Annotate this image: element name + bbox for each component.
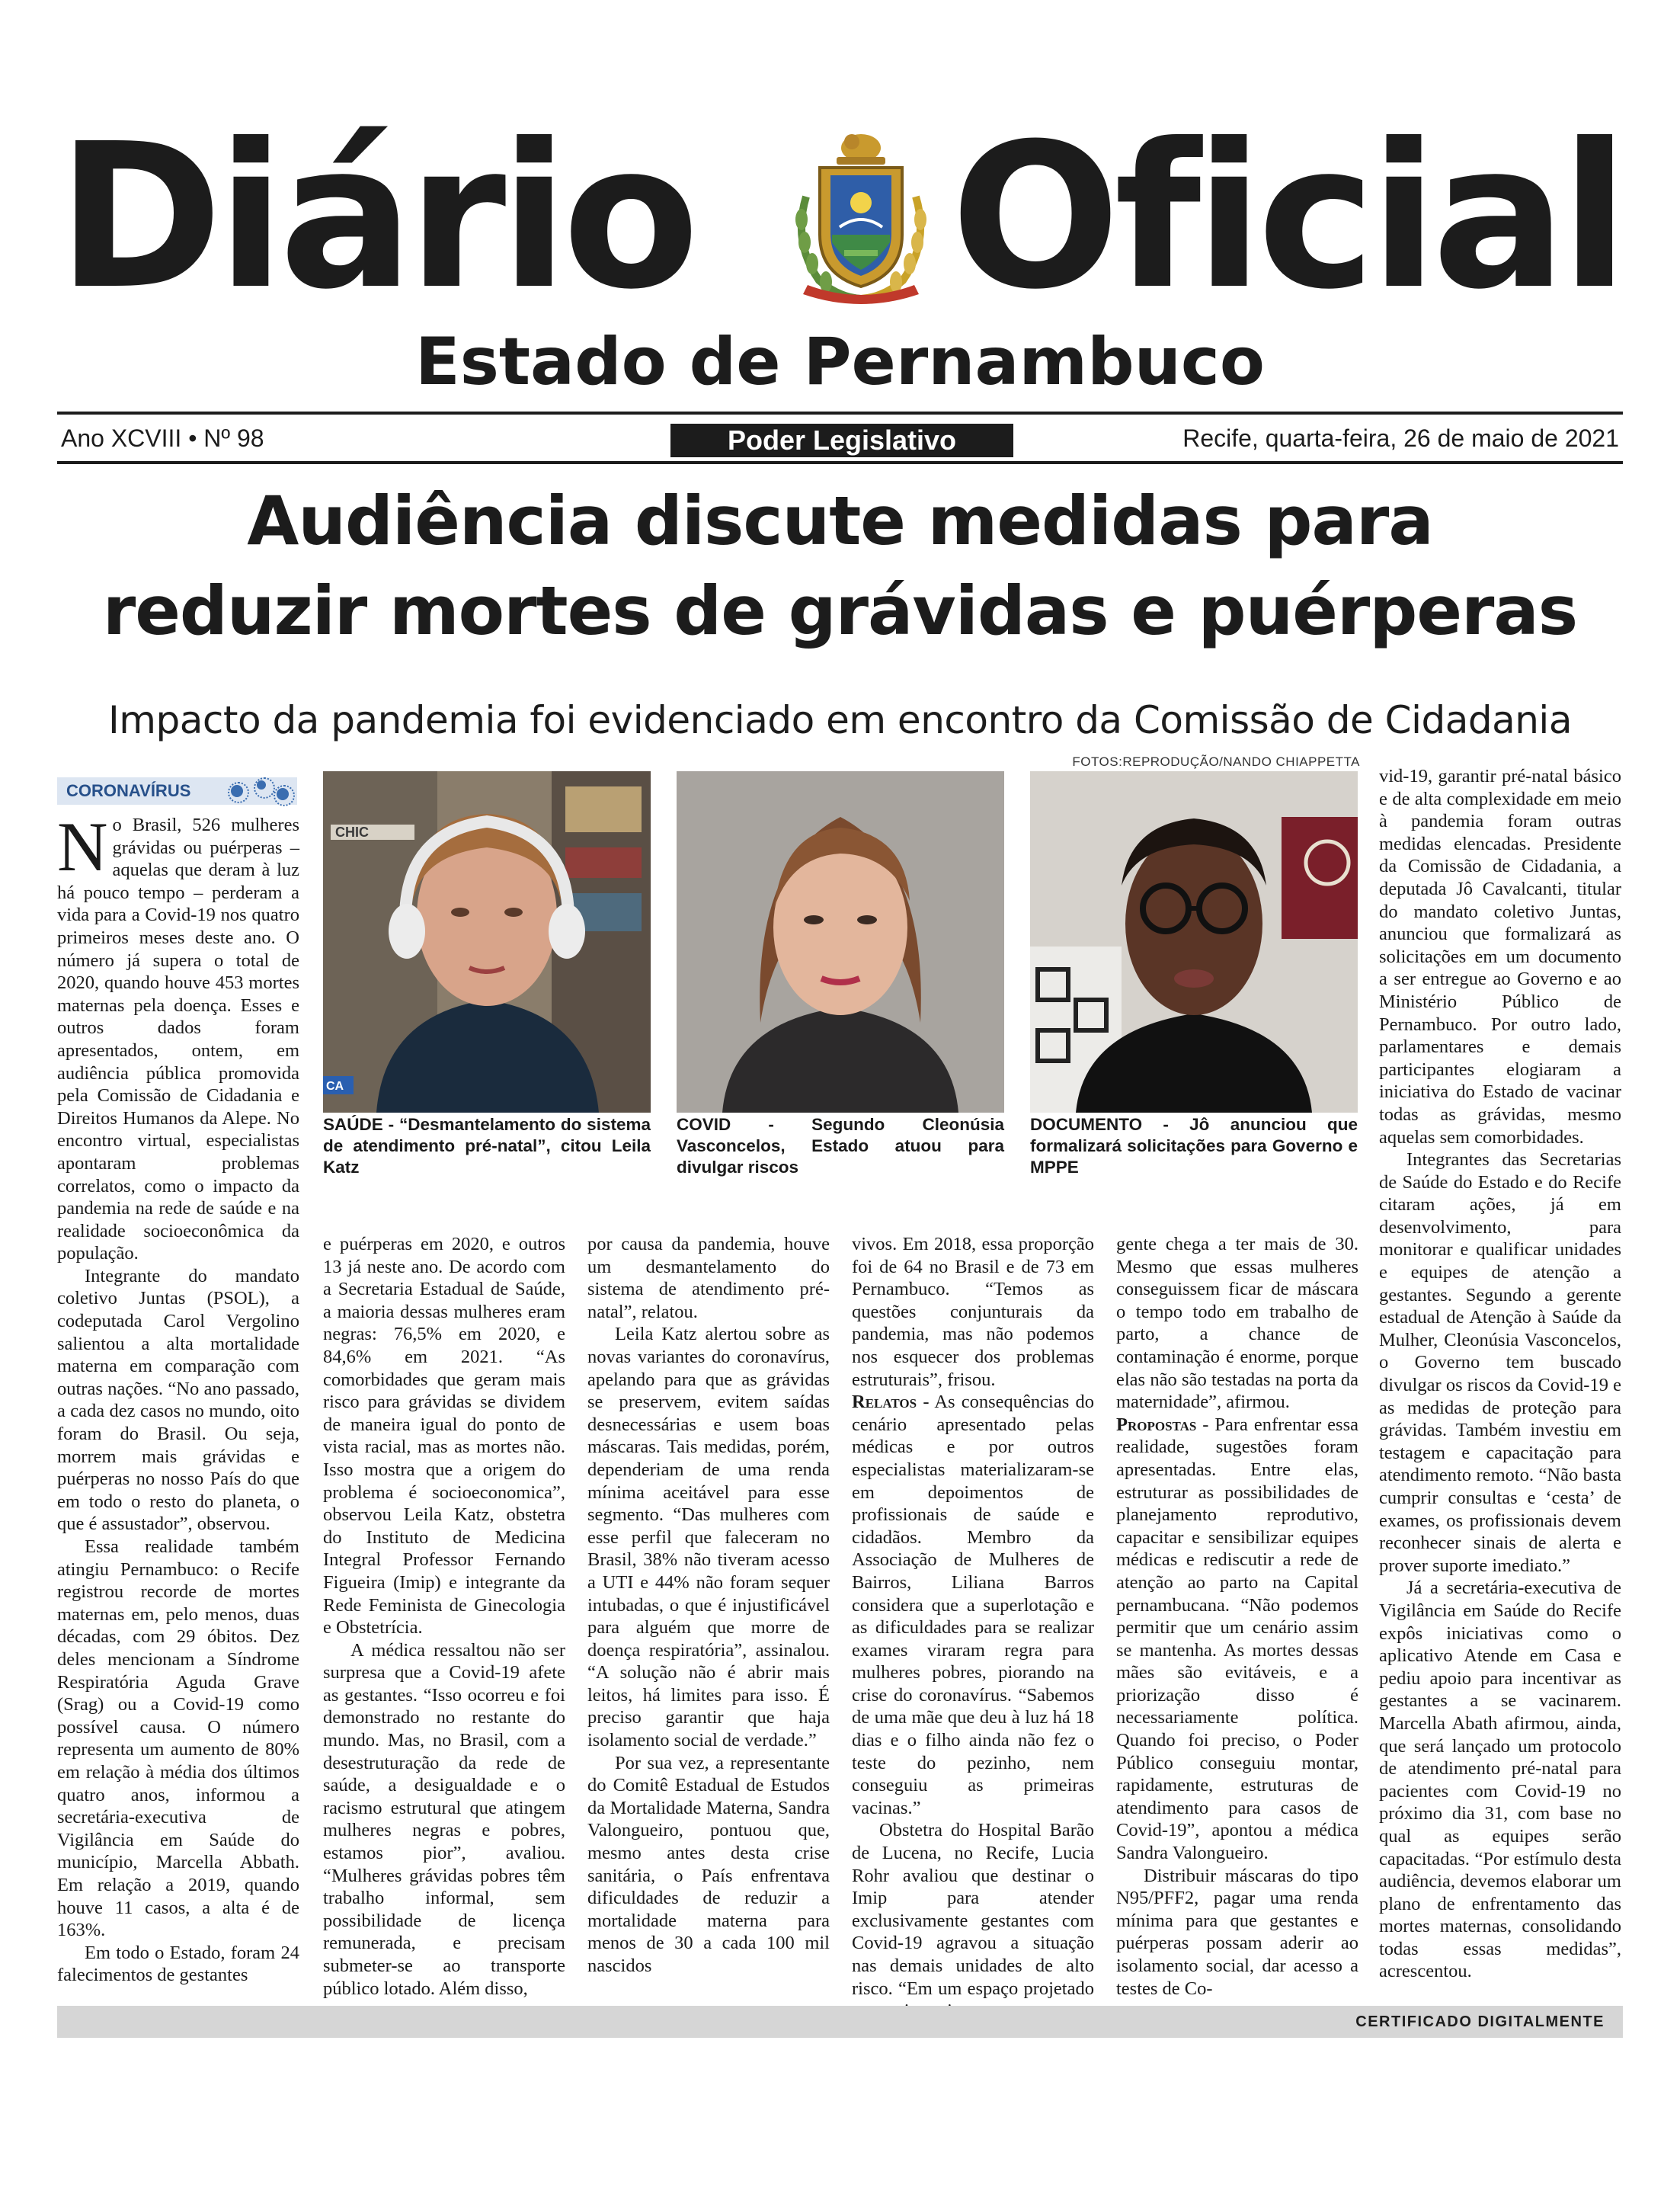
- section-label: Poder Legislativo: [670, 424, 1013, 457]
- masthead-word-diario: Diário: [57, 101, 694, 333]
- article-paragraph: [852, 1391, 1094, 1819]
- section-tag-label: CORONAVÍRUS: [66, 781, 191, 800]
- article-paragraph: Leila Katz alertou sobre as novas variantes do coronavírus, apelando para que as grávidas se preservem, evitem saídas desnecessárias e usem boas máscaras. Tais medidas, porém, dependeriam de uma renda mínima aceitável para esse segmento. “Das mulheres com esse perfil que faleceram no Brasil, 38% não tiveram acesso a UTI e 44% não foram sequer intubadas, o que é injustificável para alguém que morre de doença respiratória”, assinalou. “A solução não é abrir mais leitos, há limites para isso. É preciso garantir que haja isolamento social de verdade.”: [587, 1324, 830, 1751]
- article-paragraph: Integrante do mandato coletivo Juntas (PSOL), a codeputada Carol Vergolino salientou a alta mortalidade materna em comparação com outras nações. “No ano passado, a cada dez casos no mundo, oito foram do Brasil. Ou seja, morrem mais grávidas e puérperas no nosso País do que em todo o resto do planeta, o que é assustador”, observou.: [57, 1265, 299, 1535]
- article-paragraph: o Brasil, 526 mulheres grávidas ou puérperas – aquelas que deram à luz há pouco tempo – perderam a vida para a Covid-19 nos quatro primeiros meses deste ano. O número já supera o total de 2020, quando houve 453 mortes maternas pela doença. Esses e outros dados foram apresentados, ontem, em audiência pública promovida pela Comissão de Cidadania e Direitos Humanos da Alepe. No encontro virtual, especialistas apontaram problemas correlatos, como o impacto da pandemia na rede de saúde e na realidade socioeconômica da população.: [57, 815, 299, 1264]
- photo-cleonusia-vasconcelos: [677, 771, 1004, 1113]
- article-paragraph: Em todo o Estado, foram 24 falecimentos de gestantes: [57, 1942, 299, 1986]
- photo-jo-cavalcanti: [1030, 771, 1358, 1113]
- masthead-rule-bottom: [57, 461, 1623, 464]
- article-paragraph: Integrantes das Secretarias de Saúde do Estado e do Recife citaram ações, já em desenvolvimento, para monitorar e qualificar unidades e equipes de atenção a gestantes. Segundo a gerente estadual de Atenção à Saúde da Mulher, Cleonúsia Vasconcelos, o Governo tem buscado divulgar os riscos da Covid-19 e as medidas de proteção para grávidas. Também investiu em testagem e capacitação para atendimento remoto. “Não basta cumprir consultas e ‘cesta’ de exames, os profissionais devem reconhecer sinais de alerta e prover suporte imediato.”: [1379, 1149, 1621, 1576]
- photo-caption-3: DOCUMENTO - Jô anunciou que formalizará solicitações para Governo e MPPE: [1030, 1115, 1358, 1177]
- headline: [46, 476, 1634, 656]
- article-paragraph: [1116, 1414, 1358, 1865]
- article-column-3: [587, 1233, 830, 1999]
- article-paragraph: Distribuir máscaras do tipo N95/PFF2, pagar uma renda mínima para que gestantes e puérperas possam aderir ao isolamento social, dar acesso a testes de Co-: [1116, 1865, 1358, 1999]
- article-paragraph: Obstetra do Hospital Barão de Lucena, no Recife, Lucia Rohr avaliou que destinar o Imip para atender exclusivamente gestantes com Covid-19 agravou a situação nas demais unidades de alto risco. “Em um espaço projetado: [852, 1820, 1094, 1999]
- article-paragraph: vivos. Em 2018, essa proporção foi de 64 no Brasil e de 73 em Pernambuco. “Temos as questões conjunturais da pandemia, mas não podemos nos esquecer dos problemas estruturais”, frisou.: [852, 1234, 1094, 1390]
- background-sign-text: CHIC: [335, 825, 369, 840]
- headline-line-2: reduzir mortes de grávidas e puérperas: [102, 572, 1578, 650]
- article-paragraph: A médica ressaltou não ser surpresa que a Covid-19 afete as gestantes. “Isso ocorreu e foi demonstrado no restante do mundo. Mas, no Brasil, com a desestruturação da rede de saúde, a desigualdade e o racismo estrutural que atingem mulheres negras e pobres, estamos pior”, avaliou. “Mulheres grávidas pobres têm trabalho informal, sem possibilidade de licença remunerada, e precisam submeter-se ao transporte público lotado. Além disso,: [323, 1639, 565, 1999]
- article-paragraph-text: - Para enfrentar essa realidade, sugestões foram apresentadas. Entre elas, estruturar as possibilidades de planejamento reprodutivo, capacitar e sensibilizar equipes médicas e rediscutir a rede de atenção ao parto na Capital pernambucana. “Não podemos permitir que um cenário assim se mantenha. As mortes dessas mães são evitáveis, e a priorização disso é necessariamente política. Quando foi preciso, o Poder Público conseguiu montar, rapidamente, estruturas de atendimento para casos de Covid-19”, apontou a médica Sandra Valongueiro.: [1116, 1414, 1358, 1864]
- article-paragraph: e puérperas em 2020, e outros 13 já neste ano. De acordo com a Secretaria Estadual de Saúde, a maioria dessas mulheres eram negras: 76,5% em 2020, e 84,6% em 2021. “As comorbidades que geram mais risco para grávidas se dividem de maneira igual do ponto de vista racial, mas as mortes não. Isso mostra que a origem do problema é socioeconomica”, observou Leila Katz, obstetra do Instituto de Medicina Integral Professor Fernando Figueira (Imip) e integrante da Rede Feminista de Ginecologia e Obstetrícia.: [323, 1234, 565, 1638]
- article-column-1: [57, 808, 299, 1999]
- headline-line-1: Audiência discute medidas para: [247, 482, 1433, 560]
- virus-icon: [277, 788, 289, 800]
- pernambuco-coat-of-arms-icon: [785, 128, 937, 303]
- article-column-2: [323, 1233, 565, 1999]
- subsection-lead-relatos: Relatos: [852, 1392, 917, 1413]
- article-column-5: [1116, 1233, 1358, 1999]
- masthead-subtitle: Estado de Pernambuco: [415, 324, 1265, 400]
- photo-caption-2: COVID - Segundo Cleonúsia Vasconcelos, Estado atuou para divulgar riscos: [677, 1115, 1004, 1177]
- virus-icon: [257, 780, 266, 790]
- article-column-6: [1379, 765, 1621, 1999]
- footer-bar: [57, 2006, 1623, 2038]
- article-paragraph: gente chega a ter mais de 30. Mesmo que essas mulheres conseguissem ficar de máscara o tempo todo em trabalho de parto, a chance de contaminação é enorme, porque elas não são testadas na porta da maternidade”, afirmou.: [1116, 1234, 1358, 1413]
- subsection-lead-propostas: Propostas: [1116, 1414, 1197, 1435]
- photo-caption-1: SAÚDE - “Desmantelamento do sistema de atendimento pré-natal”, citou Leila Katz: [323, 1115, 651, 1177]
- drop-cap: N: [57, 808, 108, 886]
- edition-number: Ano XCVIII • Nº 98: [61, 424, 264, 452]
- article-paragraph: Por sua vez, a representante do Comitê Estadual de Estudos da Mortalidade Materna, Sandra Valongueiro, pontuou que, mesmo antes desta crise sanitária, o País enfrentava dificuldades de reduzir a mortalidade materna para menos de 30 a cada 100 mil nascidos: [587, 1752, 830, 1976]
- article-paragraph: vid-19, garantir pré-natal básico e de alta complexidade em meio à pandemia foram outras medidas elencadas. Presidente da Comissão de Cidadania, a deputada Jô Cavalcanti, titular do mandato coletivo Juntas, anunciou que formalizará as solicitações em um documento a ser entregue ao Governo e ao Ministério Público de Pernambuco. Por outro lado, parlamentares e demais participantes elogiaram a iniciativa do Estado de vacinar todas as grávidas, mesmo aquelas sem comorbidades.: [1379, 766, 1621, 1148]
- photo-credit: FOTOS:REPRODUÇÃO/NANDO CHIAPPETTA: [1072, 754, 1360, 769]
- photo-leila-katz: [323, 771, 651, 1113]
- masthead-word-oficial: Oficial: [950, 101, 1623, 333]
- article-paragraph-text: - As consequências do cenário apresentado pelas médicas e por outros especialistas materializaram-se em depoimentos de profissionais de saúde e cidadãos. Membro da Associação de Mulheres de Bairros, Liliana Barros considera que a superlotação e as dificuldades para se realizar exames viraram regra para mulheres pobres, piorando na crise do coronavírus. “Sabemos de uma mãe que deu à luz há 18 dias e o filho ainda não fez o teste do pezinho, nem conseguiu as primeiras vacinas.”: [852, 1392, 1094, 1818]
- dateline: Recife, quarta-feira, 26 de maio de 2021: [1182, 424, 1619, 452]
- subheadline: Impacto da pandemia foi evidenciado em encontro da Comissão de Cidadania: [108, 698, 1572, 742]
- masthead-rule-top: [57, 412, 1623, 415]
- article-column-4: [852, 1233, 1094, 1999]
- section-tag: [57, 777, 297, 805]
- digital-certification-label: CERTIFICADO DIGITALMENTE: [1355, 2013, 1605, 2030]
- virus-icon: [231, 785, 243, 797]
- masthead-title: [57, 101, 1623, 333]
- article-paragraph: por causa da pandemia, houve um desmantelamento do sistema de atendimento pré-natal”, relatou.: [587, 1234, 830, 1322]
- article-paragraph: Já a secretária-executiva de Vigilância em Saúde do Recife expôs iniciativas como o aplicativo Atende em Casa e pediu apoio para incentivar as gestantes a se vacinarem. Marcella Abath afirmou, ainda, que será lançado um protocolo de atendimento pré-natal para pacientes com Covid-19 no próximo dia 31, com base no qual as equipes serão capacitadas. “Por estímulo desta audiência, devemos elaborar um plano de enfrentamento das mortes maternas, consolidando todas essas medidas”, acrescentou.: [1379, 1578, 1621, 1982]
- channel-badge-text: CA: [326, 1080, 344, 1093]
- article-paragraph: Essa realidade também atingiu Pernambuco: o Recife registrou recorde de mortes maternas em, pelo menos, duas décadas, com 29 óbitos. Dez deles mencionam a Síndrome Respiratória Aguda Grave (Srag) ou a Covid-19 como possível causa. O número representa um aumento de 80% em relação à média dos últimos quatro anos, informou a secretária-executiva de Vigilância em Saúde do município, Marcella Abbath. Em relação a 2019, quando houve 11 casos, a alta é de 163%.: [57, 1536, 299, 1941]
